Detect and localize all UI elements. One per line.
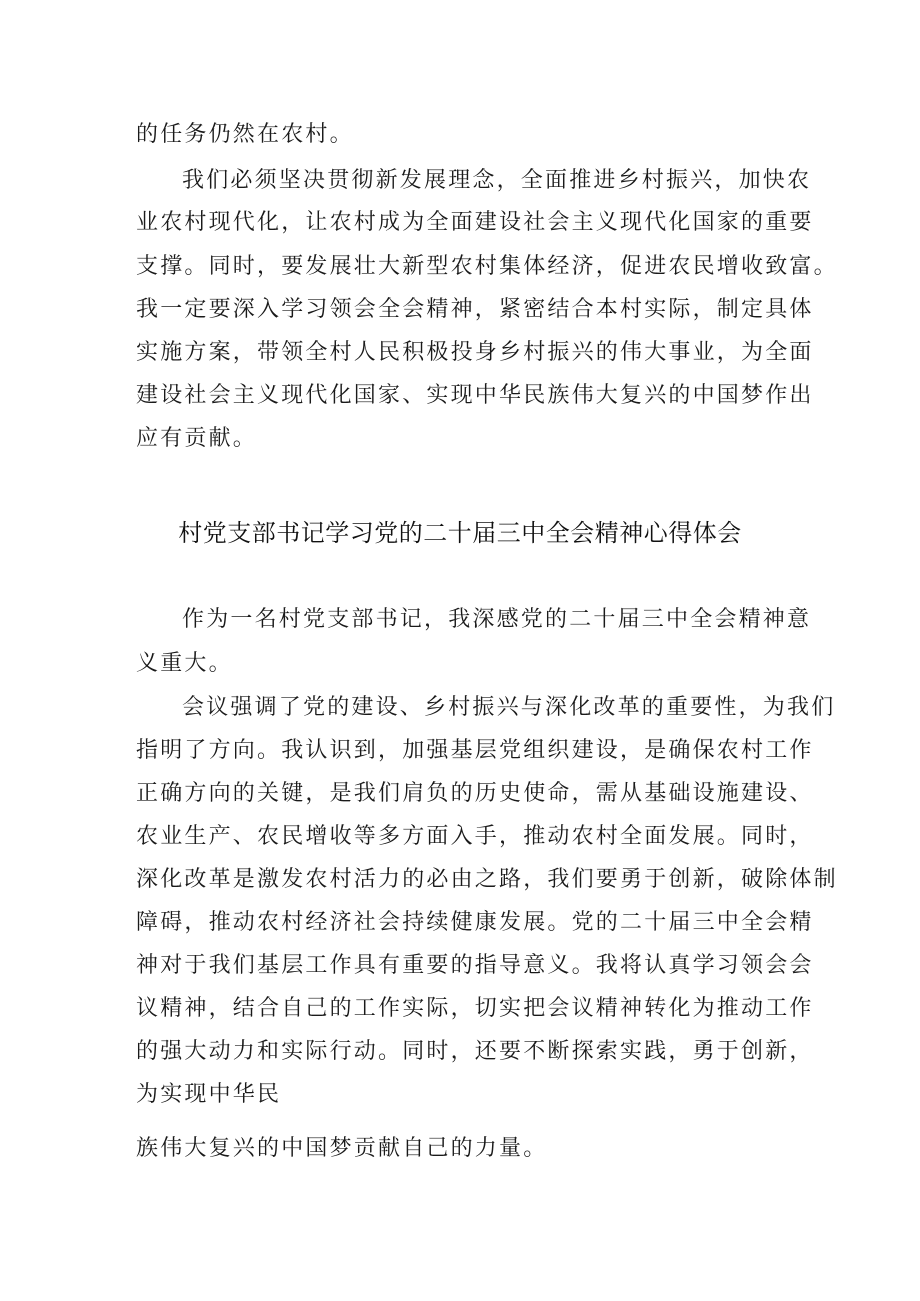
paragraph-line: 的强大动力和实际行动。同时，还要不断探索实践，勇于创新， <box>136 1039 814 1064</box>
paragraph-line: 义重大。 <box>136 651 233 676</box>
paragraph-line: 我们必须坚决贯彻新发展理念，全面推进乡村振兴，加快农 <box>182 168 812 193</box>
paragraph-line: 作为一名村党支部书记，我深感党的二十届三中全会精神意 <box>182 607 812 632</box>
paragraph-line: 议精神，结合自己的工作实际，切实把会议精神转化为推动工作 <box>136 996 814 1021</box>
paragraph-line: 神对于我们基层工作具有重要的指导意义。我将认真学习领会会 <box>136 953 814 978</box>
section-heading: 村党支部书记学习党的二十届三中全会精神心得体会 <box>178 519 742 547</box>
paragraph-line: 应有贡献。 <box>136 426 258 451</box>
paragraph-line: 实施方案，带领全村人民积极投身乡村振兴的伟大事业，为全面 <box>136 340 814 365</box>
paragraph-line: 为实现中华民 <box>136 1082 282 1107</box>
paragraph-line: 支撑。同时，要发展壮大新型农村集体经济，促进农民增收致富。 <box>136 254 838 279</box>
paragraph-line: 农业生产、农民增收等多方面入手，推动农村全面发展。同时， <box>136 824 814 849</box>
paragraph-line: 指明了方向。我认识到，加强基层党组织建设，是确保农村工作 <box>136 738 814 763</box>
paragraph-line: 深化改革是激发农村活力的必由之路，我们要勇于创新，破除体制 <box>136 867 838 892</box>
paragraph-line: 障碍，推动农村经济社会持续健康发展。党的二十届三中全会精 <box>136 910 814 935</box>
paragraph-line: 会议强调了党的建设、乡村振兴与深化改革的重要性，为我们 <box>182 695 836 720</box>
paragraph-line: 建设社会主义现代化国家、实现中华民族伟大复兴的中国梦作出 <box>136 383 814 408</box>
paragraph-line: 我一定要深入学习领会全会精神，紧密结合本村实际，制定具体 <box>136 297 814 322</box>
paragraph-line: 族伟大复兴的中国梦贡献自己的力量。 <box>136 1136 548 1161</box>
paragraph-line: 的任务仍然在农村。 <box>136 122 354 147</box>
paragraph-line: 业农村现代化，让农村成为全面建设社会主义现代化国家的重要 <box>136 210 814 235</box>
paragraph-line: 正确方向的关键，是我们肩负的历史使命，需从基础设施建设、 <box>136 781 814 806</box>
